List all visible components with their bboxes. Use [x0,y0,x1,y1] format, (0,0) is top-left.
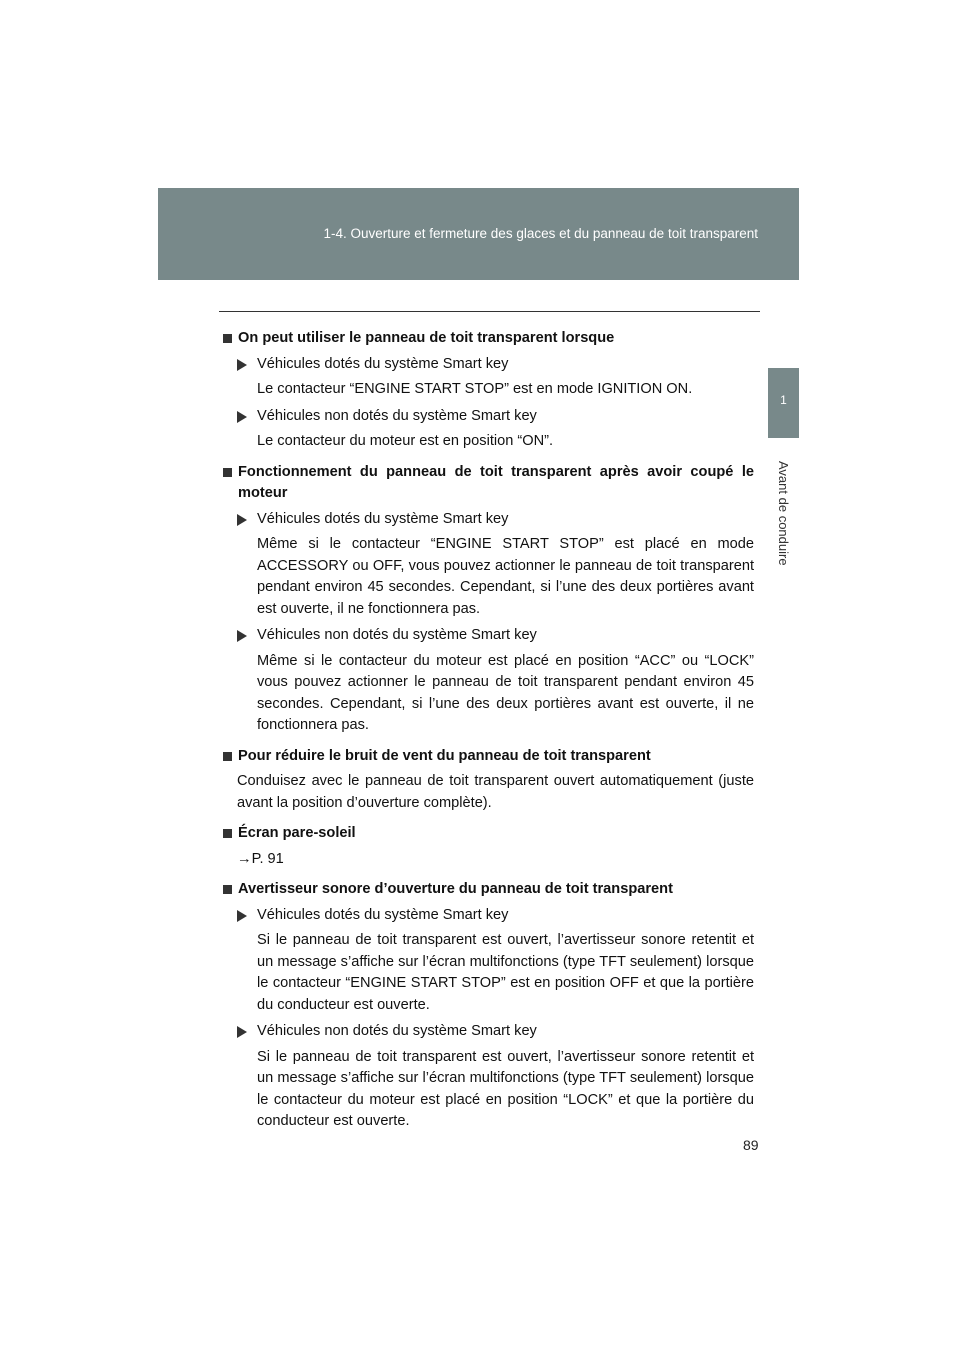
square-bullet-icon [223,468,232,477]
sub-item [237,905,754,927]
sub-item [237,1021,754,1043]
chapter-side-text: Avant de conduire [776,460,791,566]
sub-item [237,625,754,647]
section-heading [223,462,754,505]
triangle-bullet-icon [237,630,247,642]
sub-item-label: Véhicules dotés du système Smart key [257,355,509,372]
triangle-bullet-icon [237,910,247,922]
chapter-header [158,188,799,280]
page-reference: →P. 91 [237,850,284,867]
sub-item-label: Véhicules non dotés du système Smart key [257,407,537,424]
sub-item-text: Même si le contacteur “ENGINE START STOP” est placé en mode ACCESSORY ou OFF, vous pouvez actionner le panneau de toit transparent pendant environ 45 secondes. Cependant, si l’une des deux portières avant est ouverte, il ne fonctionnera pas. [257,536,754,617]
section-heading-text: Pour réduire le bruit de vent du panneau de toit transparent [238,747,651,764]
section-text: Conduisez avec le panneau de toit transparent ouvert automatiquement (juste avant la position d’ouverture complète). [237,773,754,811]
triangle-bullet-icon [237,1026,247,1038]
square-bullet-icon [223,334,232,343]
chapter-side-label [768,448,799,578]
sub-item [237,509,754,531]
sub-item-text: Si le panneau de toit transparent est ouvert, l’avertisseur sonore retentit et un message s’affiche sur l’écran multifonctions (type TFT seulement) lorsque le contacteur du moteur est placé en position “LOCK” et que la portière du conducteur est ouverte. [257,1048,754,1129]
sub-item-text: Si le panneau de toit transparent est ouvert, l’avertisseur sonore retentit et un message s’affiche sur l’écran multifonctions (type TFT seulement) lorsque le contacteur “ENGINE START STOP” est en position OFF et que la portière du conducteur est ouverte. [257,932,754,1013]
page-content [223,328,754,1138]
square-bullet-icon [223,752,232,761]
sub-item-text: Le contacteur du moteur est en position “ON”. [257,433,554,449]
header-rule [219,311,760,312]
square-bullet-icon [223,885,232,894]
chapter-title: 1-4. Ouverture et fermeture des glaces et du panneau de toit transparent [323,226,758,241]
section-heading [223,879,754,901]
square-bullet-icon [223,829,232,838]
section-heading [223,328,754,350]
sub-item-text: Même si le contacteur du moteur est placé en position “ACC” ou “LOCK” vous pouvez actionner le panneau de toit transparent pendant environ 45 secondes. Cependant, si l’une des deux portières avant est ouverte, il ne fonctionnera pas. [257,652,754,733]
sub-item-label: Véhicules dotés du système Smart key [257,906,509,923]
section-heading-text: On peut utiliser le panneau de toit transparent lorsque [238,330,615,346]
section-heading-text: Avertisseur sonore d’ouverture du panneau de toit transparent [238,881,673,897]
chapter-tab [768,368,799,438]
page-number: 89 [743,1137,759,1153]
sub-item-label: Véhicules non dotés du système Smart key [257,627,537,643]
section-heading-text: Fonctionnement du panneau de toit transparent après avoir coupé le moteur [238,463,754,501]
triangle-bullet-icon [237,411,247,423]
sub-item [237,354,754,376]
chapter-tab-number: 1 [780,393,787,407]
triangle-bullet-icon [237,514,247,526]
sub-item [237,406,754,428]
sub-item-label: Véhicules non dotés du système Smart key [257,1023,537,1039]
sub-item-text: Le contacteur “ENGINE START STOP” est en mode IGNITION ON. [257,381,693,397]
section-heading [223,746,754,768]
sub-item-label: Véhicules dotés du système Smart key [257,510,509,527]
triangle-bullet-icon [237,359,247,371]
section-heading-text: Écran pare-soleil [238,825,356,841]
section-heading [223,823,754,845]
